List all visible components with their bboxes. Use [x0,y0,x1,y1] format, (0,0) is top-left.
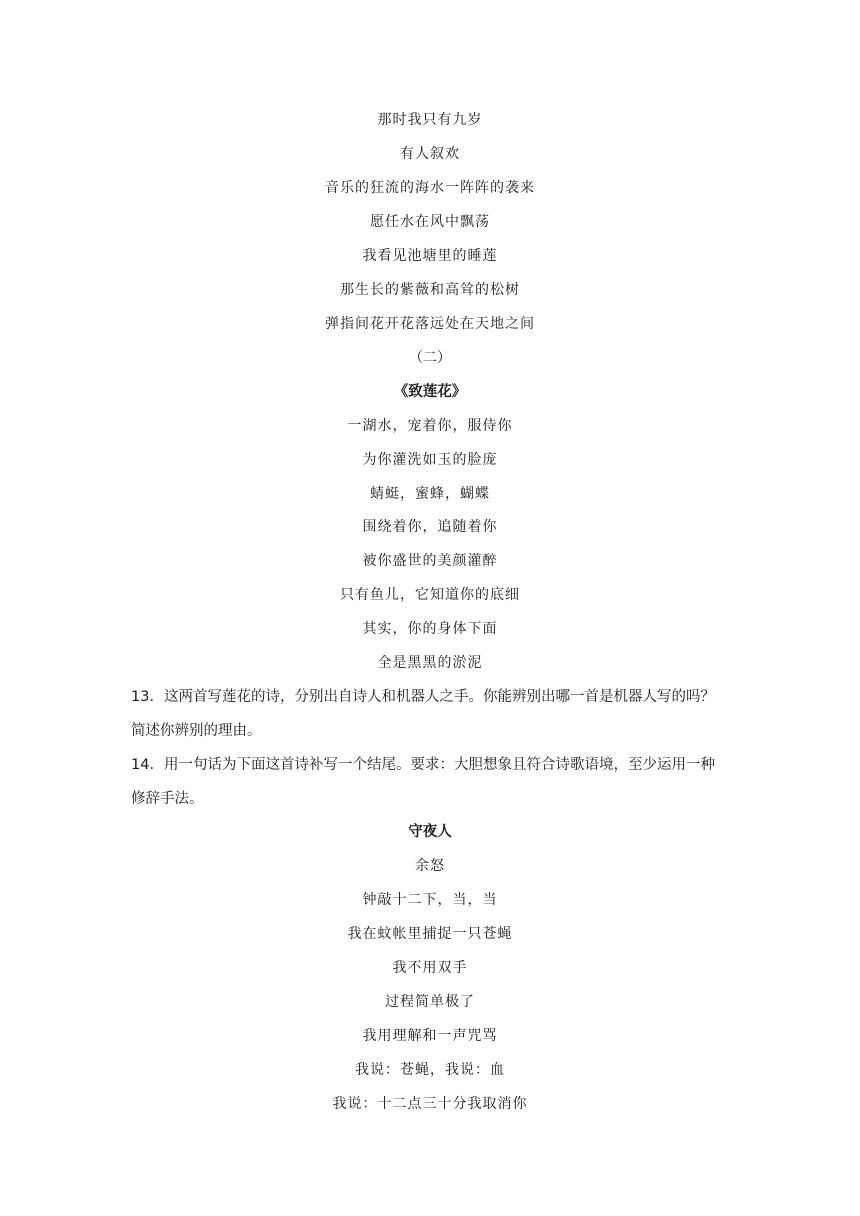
poem-line: 弹指间花开花落远处在天地之间 [325,316,535,332]
poem-line: 围绕着你，追随着你 [362,519,498,535]
poem-line: 一湖水，宠着你，服侍你 [347,418,513,434]
poem-line: 愿任水在风中飘荡 [370,214,490,230]
poem-line: 其实，你的身体下面 [362,621,498,637]
poem-line: 蜻蜓，蜜蜂，蝴蝶 [370,486,490,502]
section-marker: （二） [409,350,451,366]
poem-line: 有人叙欢 [400,146,460,162]
poem-line: 过程简单极了 [385,994,475,1010]
poem-line: 全是黑黑的淤泥 [377,655,483,671]
poem-title: 《致莲花》 [393,384,467,400]
poem-line: 音乐的狂流的海水一阵阵的袭来 [325,180,535,196]
question-14-line-2: 修辞手法。 [131,791,204,807]
poem-line: 钟敲十二下，当，当 [362,892,498,908]
poem-line: 我用理解和一声咒骂 [362,1028,498,1044]
poem-line: 那时我只有九岁 [377,112,483,128]
poem-line: 我在蚊帐里捕捉一只苍蝇 [347,926,513,942]
poem-line: 那生长的紫薇和高耸的松树 [340,282,520,298]
poem-title: 守夜人 [408,824,452,840]
poem-line: 我说：十二点三十分我取消你 [332,1096,528,1112]
question-14-line-1: 14．用一句话为下面这首诗补写一个结尾。要求：大胆想象且符合诗歌语境，至少运用一种 [131,757,715,773]
poem-line: 我不用双手 [392,960,468,976]
question-13-line-2: 简述你辨别的理由。 [131,723,262,739]
poem-line: 为你灌洗如玉的脸庞 [362,452,498,468]
poem-line: 我说：苍蝇，我说：血 [355,1062,505,1078]
poem-line: 我看见池塘里的睡莲 [362,248,498,264]
poem-line: 被你盛世的美颜灌醉 [362,553,498,569]
poem-author: 余怒 [415,858,445,874]
question-13-line-1: 13．这两首写莲花的诗，分别出自诗人和机器人之手。你能辨别出哪一首是机器人写的吗？ [131,689,715,705]
poem-line: 只有鱼儿，它知道你的底细 [340,587,520,603]
